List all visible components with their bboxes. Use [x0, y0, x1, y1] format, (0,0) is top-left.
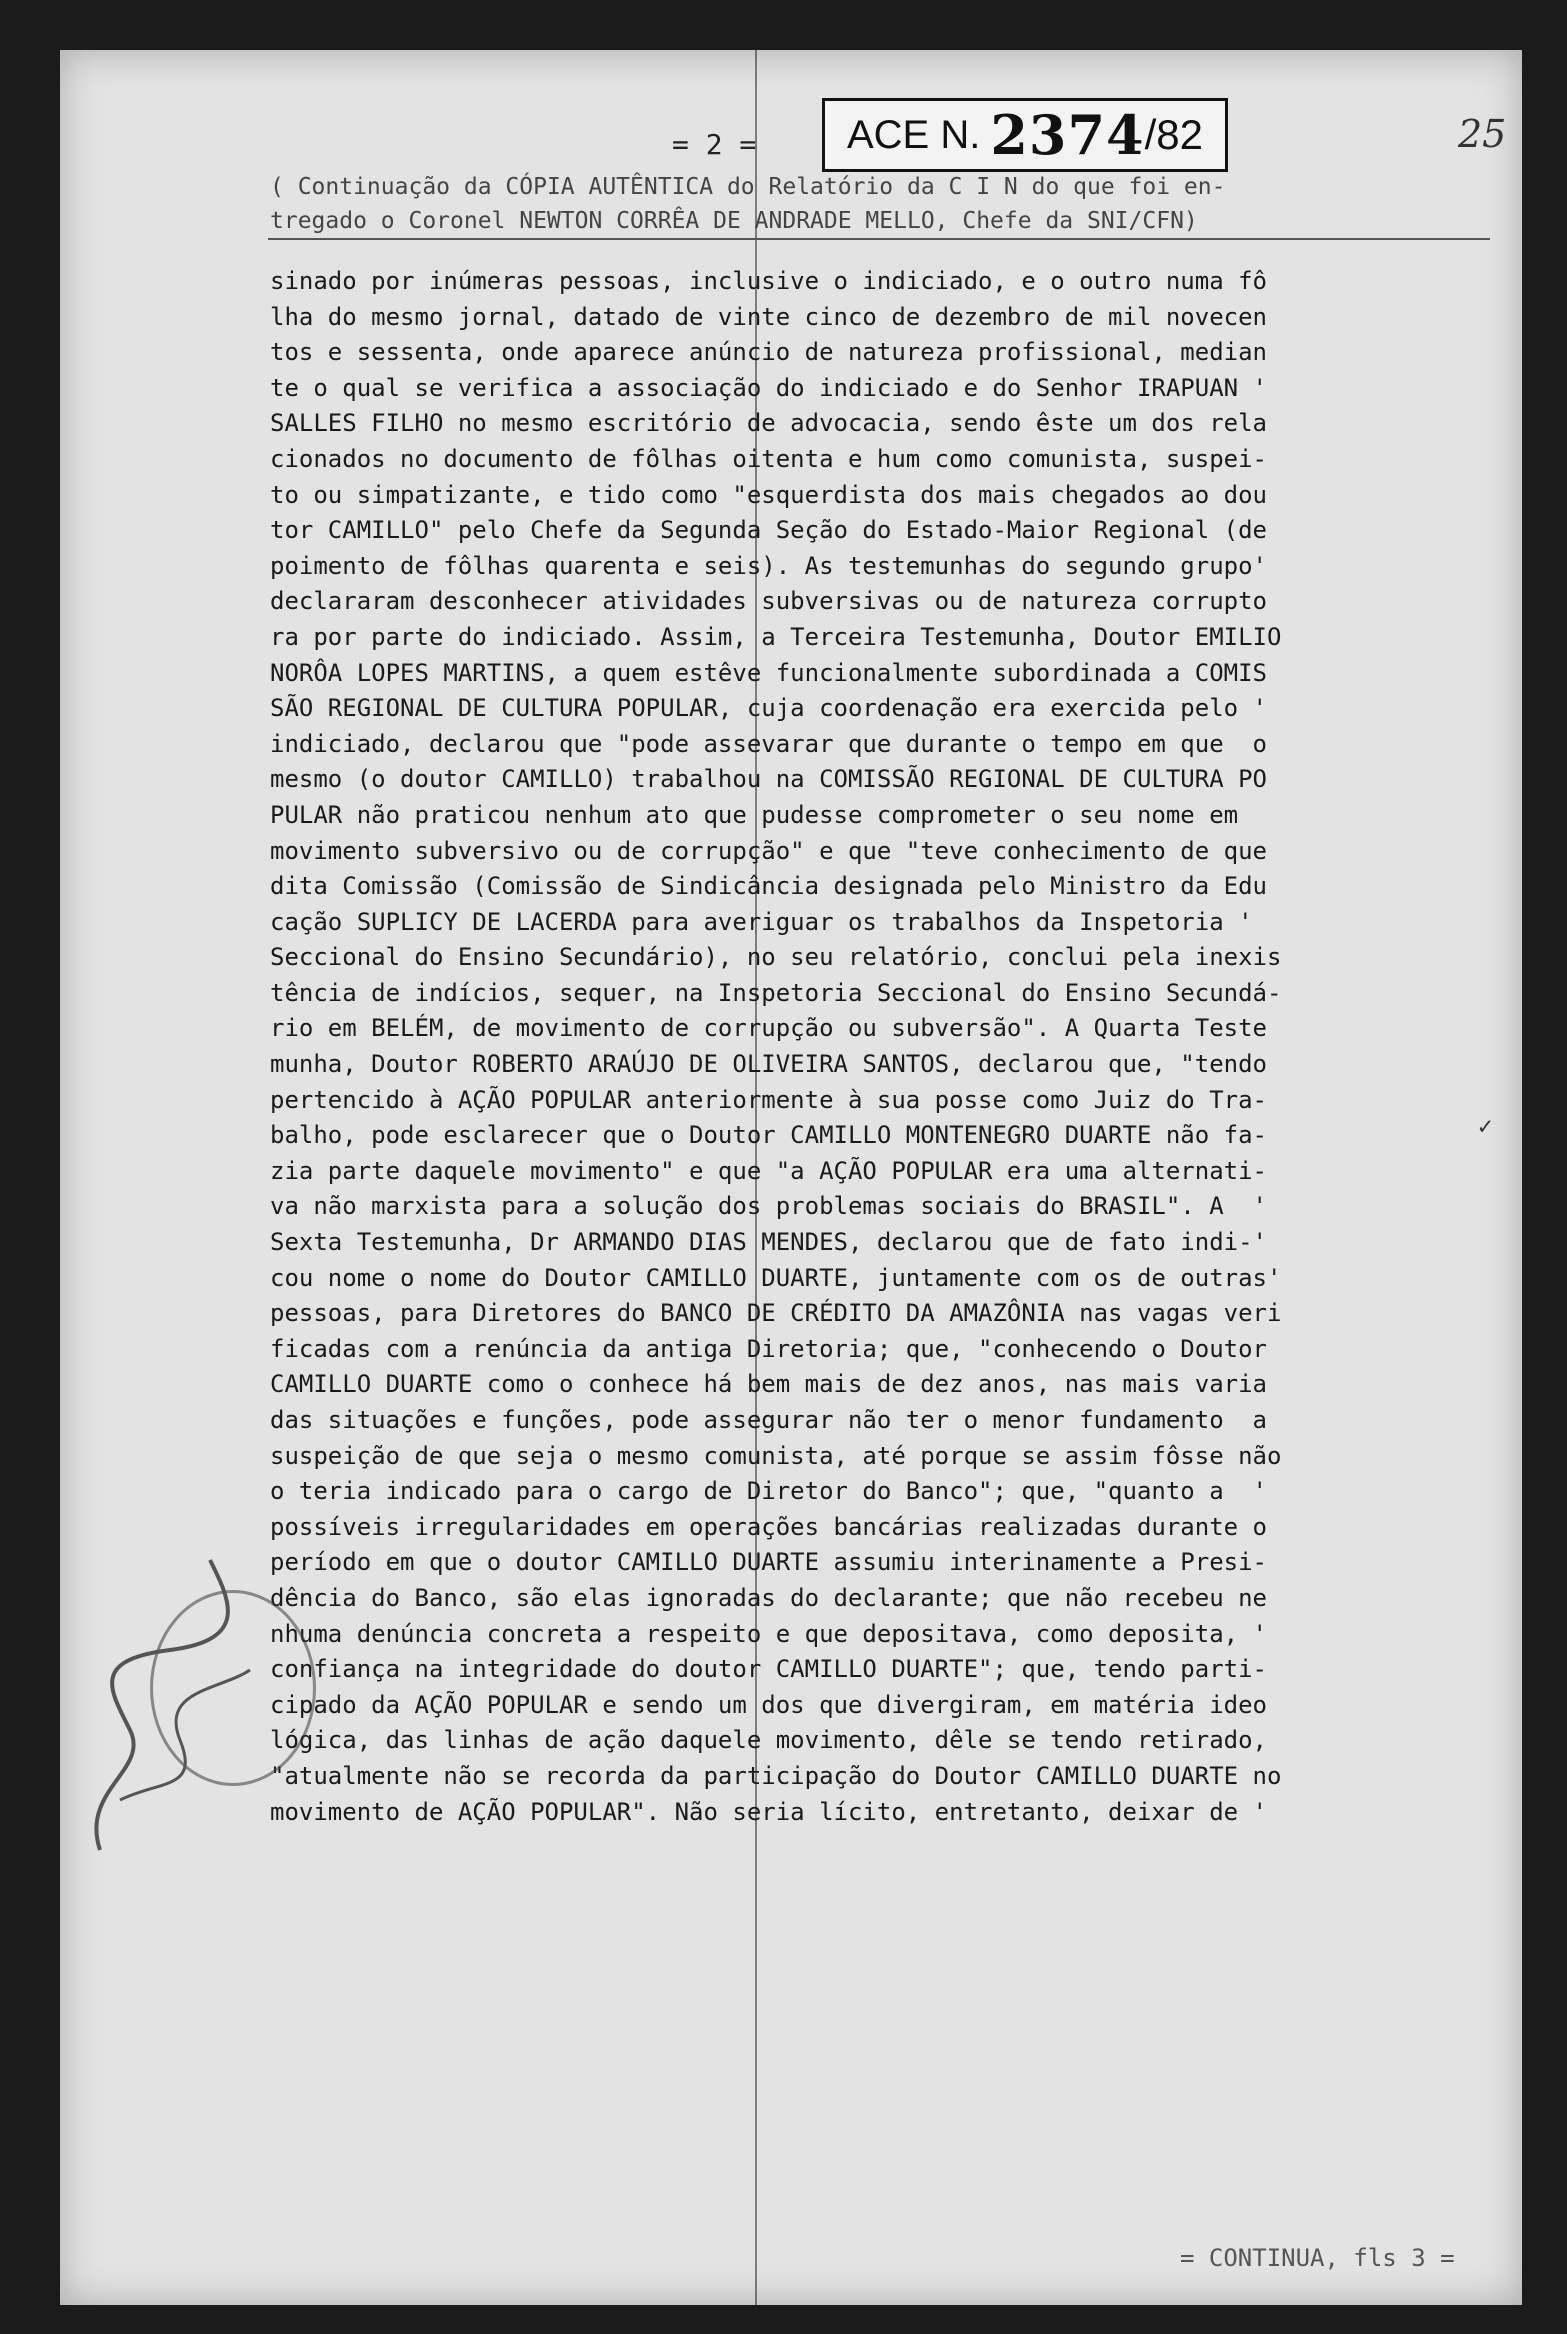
- body-line: indiciado, declarou que "pode assevarar que durante o tempo em que o: [270, 729, 1267, 758]
- body-line: lha do mesmo jornal, datado de vinte cinco de dezembro de mil novecen: [270, 302, 1267, 331]
- ace-number-stamp: [822, 98, 1228, 172]
- handwritten-signature: [60, 1540, 290, 1880]
- body-line: lógica, das linhas de ação daquele movimento, dêle se tendo retirado,: [270, 1726, 1267, 1755]
- body-line: to ou simpatizante, e tido como "esquerdista dos mais chegados ao dou: [270, 480, 1267, 509]
- body-line: movimento subversivo ou de corrupção" e que "teve conhecimento de que: [270, 836, 1267, 865]
- body-line: SÃO REGIONAL DE CULTURA POPULAR, cuja coordenação era exercida pelo ': [270, 694, 1267, 723]
- stamp-number: 2374: [990, 103, 1145, 167]
- body-line: declararam desconhecer atividades subversivas ou de natureza corrupto: [270, 587, 1267, 616]
- body-line: período em que o doutor CAMILLO DUARTE assumiu interinamente a Presi-: [270, 1548, 1267, 1577]
- body-line: confiança na integridade do doutor CAMILLO DUARTE"; que, tendo parti-: [270, 1655, 1267, 1684]
- body-line: dita Comissão (Comissão de Sindicância designada pelo Ministro da Edu: [270, 872, 1267, 901]
- header-line: ( Continuação da CÓPIA AUTÊNTICA do Relatório da C I N do que foi en-: [270, 174, 1226, 200]
- body-text: [270, 264, 1493, 1830]
- body-line: das situações e funções, pode assegurar não ter o menor fundamento a: [270, 1406, 1267, 1434]
- body-line: ra por parte do indiciado. Assim, a Terceira Testemunha, Doutor EMILIO: [270, 622, 1282, 651]
- page-marker: = 2 =: [672, 128, 757, 161]
- body-line: dência do Banco, são elas ignoradas do declarante; que não recebeu ne: [270, 1583, 1267, 1612]
- body-line: cou nome o nome do Doutor CAMILLO DUARTE, juntamente com os de outras': [270, 1263, 1282, 1292]
- stamp-prefix: ACE N.: [846, 112, 981, 157]
- body-line: cionados no documento de fôlhas oitenta e hum como comunista, suspei-: [270, 444, 1267, 473]
- body-line: cação SUPLICY DE LACERDA para averiguar os trabalhos da Inspetoria ': [270, 907, 1253, 936]
- body-line: tência de indícios, sequer, na Inspetoria Seccional do Ensino Secundá-: [270, 978, 1282, 1007]
- body-line: tos e sessenta, onde aparece anúncio de natureza profissional, median: [270, 338, 1267, 367]
- body-line: Sexta Testemunha, Dr ARMANDO DIAS MENDES, declarou que de fato indi-': [270, 1228, 1267, 1257]
- body-line: Seccional do Ensino Secundário), no seu relatório, conclui pela inexis: [270, 943, 1282, 972]
- body-line: va não marxista para a solução dos problemas sociais do BRASIL". A ': [270, 1192, 1267, 1221]
- body-line: "atualmente não se recorda da participação do Doutor CAMILLO DUARTE no: [270, 1761, 1282, 1790]
- body-line: cipado da AÇÃO POPULAR e sendo um dos que divergiram, em matéria ideo: [270, 1690, 1267, 1719]
- body-line: mesmo (o doutor CAMILLO) trabalhou na COMISSÃO REGIONAL DE CULTURA PO: [270, 765, 1267, 794]
- body-line: munha, Doutor ROBERTO ARAÚJO DE OLIVEIRA SANTOS, declarou que, "tendo: [270, 1050, 1267, 1079]
- body-line: movimento de AÇÃO POPULAR". Não seria lícito, entretanto, deixar de ': [270, 1797, 1267, 1826]
- continuation-note: = CONTINUA, fls 3 =: [1180, 2244, 1455, 2272]
- folio-number: 25: [1458, 112, 1507, 156]
- body-line: PULAR não praticou nenhum ato que pudesse comprometer o seu nome em: [270, 800, 1253, 829]
- body-line: possíveis irregularidades em operações bancárias realizadas durante o: [270, 1512, 1267, 1541]
- body-line: nhuma denúncia concreta a respeito e que depositava, como deposita, ': [270, 1619, 1267, 1648]
- stamp-year: /82: [1144, 111, 1204, 158]
- body-line: sinado por inúmeras pessoas, inclusive o indiciado, e o outro numa fô: [270, 267, 1267, 295]
- body-line: ficadas com a renúncia da antiga Diretoria; que, "conhecendo o Doutor: [270, 1334, 1267, 1363]
- body-line: tor CAMILLO" pelo Chefe da Segunda Seção do Estado-Maior Regional (de: [270, 516, 1267, 545]
- header-line: tregado o Coronel NEWTON CORRÊA DE ANDRADE MELLO, Chefe da SNI/CFN): [270, 208, 1198, 234]
- body-line: te o qual se verifica a associação do indiciado e do Senhor IRAPUAN ': [270, 373, 1267, 402]
- body-line: suspeição de que seja o mesmo comunista, até porque se assim fôsse não: [270, 1441, 1282, 1470]
- body-line: pessoas, para Diretores do BANCO DE CRÉDITO DA AMAZÔNIA nas vagas veri: [270, 1299, 1282, 1328]
- body-line: pertencido à AÇÃO POPULAR anteriormente à sua posse como Juiz do Tra-: [270, 1085, 1267, 1114]
- continuation-header: [270, 170, 1490, 238]
- margin-check-mark: ✓: [1478, 1112, 1493, 1140]
- header-rule: [268, 238, 1490, 240]
- body-line: SALLES FILHO no mesmo escritório de advocacia, sendo êste um dos rela: [270, 409, 1267, 438]
- body-line: zia parte daquele movimento" e que "a AÇÃO POPULAR era uma alternati-: [270, 1156, 1267, 1185]
- body-line: NORÔA LOPES MARTINS, a quem estêve funcionalmente subordinada a COMIS: [270, 658, 1267, 687]
- body-line: rio em BELÉM, de movimento de corrupção ou subversão". A Quarta Teste: [270, 1014, 1267, 1043]
- body-line: o teria indicado para o cargo de Diretor do Banco"; que, "quanto a ': [270, 1477, 1267, 1506]
- body-line: CAMILLO DUARTE como o conhece há bem mais de dez anos, nas mais varia: [270, 1370, 1267, 1399]
- body-line: poimento de fôlhas quarenta e seis). As testemunhas do segundo grupo': [270, 551, 1267, 580]
- body-line: balho, pode esclarecer que o Doutor CAMILLO MONTENEGRO DUARTE não fa-: [270, 1121, 1267, 1150]
